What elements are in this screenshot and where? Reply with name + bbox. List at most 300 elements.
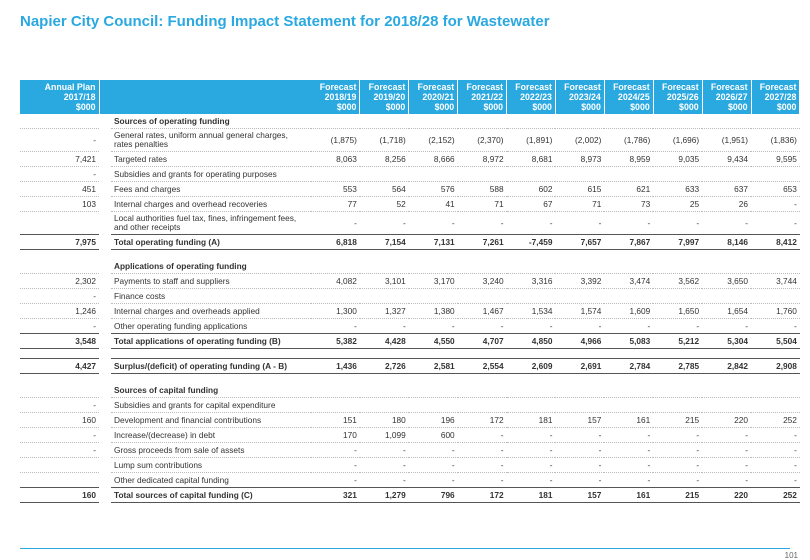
- forecast-cell: 5,083: [604, 334, 653, 349]
- forecast-cell: -: [751, 212, 800, 235]
- table-body: [20, 114, 800, 503]
- forecast-cell: [409, 349, 458, 359]
- forecast-cell: 71: [458, 197, 507, 212]
- row-label: Increase/(decrease) in debt: [111, 428, 311, 443]
- forecast-cell: [507, 374, 556, 384]
- annual-plan-cell: 7,421: [20, 152, 99, 167]
- forecast-cell: [311, 167, 360, 182]
- row-label: Local authorities fuel tax, fines, infringement fees, and other receipts: [111, 212, 311, 235]
- forecast-cell: 2,785: [653, 359, 702, 374]
- forecast-cell: [653, 383, 702, 398]
- section-heading-row: [20, 383, 800, 398]
- row-label: Internal charges and overheads applied: [111, 304, 311, 319]
- forecast-cell: -: [409, 212, 458, 235]
- row-label: Internal charges and overhead recoveries: [111, 197, 311, 212]
- forecast-cell: 2,554: [458, 359, 507, 374]
- column-gap: [99, 334, 111, 349]
- forecast-cell: [458, 167, 507, 182]
- header-annual-plan: Annual Plan 2017/18 $000: [20, 80, 99, 114]
- forecast-cell: -: [507, 443, 556, 458]
- table-row: [20, 398, 800, 413]
- forecast-cell: 7,657: [555, 235, 604, 250]
- row-label: Applications of operating funding: [111, 259, 311, 274]
- forecast-cell: 9,035: [653, 152, 702, 167]
- table-row: [20, 289, 800, 304]
- forecast-cell: [653, 398, 702, 413]
- annual-plan-cell: 2,302: [20, 274, 99, 289]
- annual-plan-cell: [20, 458, 99, 473]
- forecast-cell: [360, 259, 409, 274]
- forecast-cell: 71: [555, 197, 604, 212]
- forecast-cell: 252: [751, 488, 800, 503]
- forecast-cell: 77: [311, 197, 360, 212]
- forecast-cell: 8,146: [702, 235, 751, 250]
- row-label: Total sources of capital funding (C): [111, 488, 311, 503]
- table-row: [20, 428, 800, 443]
- forecast-cell: 3,170: [409, 274, 458, 289]
- annual-plan-cell: 3,548: [20, 334, 99, 349]
- forecast-cell: [311, 349, 360, 359]
- forecast-cell: 321: [311, 488, 360, 503]
- forecast-cell: 8,412: [751, 235, 800, 250]
- forecast-cell: [653, 349, 702, 359]
- table-row: [20, 129, 800, 152]
- forecast-cell: [311, 259, 360, 274]
- row-label: Finance costs: [111, 289, 311, 304]
- forecast-cell: [604, 383, 653, 398]
- forecast-cell: -: [311, 443, 360, 458]
- table-row: [20, 473, 800, 488]
- forecast-cell: 1,327: [360, 304, 409, 319]
- forecast-cell: 252: [751, 413, 800, 428]
- forecast-cell: 4,850: [507, 334, 556, 349]
- forecast-cell: 1,099: [360, 428, 409, 443]
- forecast-cell: 1,654: [702, 304, 751, 319]
- forecast-cell: -: [653, 428, 702, 443]
- forecast-cell: [555, 259, 604, 274]
- forecast-cell: [409, 289, 458, 304]
- forecast-cell: 8,666: [409, 152, 458, 167]
- forecast-cell: [702, 259, 751, 274]
- header-forecast: Forecast 2021/22 $000: [458, 80, 507, 114]
- annual-plan-cell: [20, 212, 99, 235]
- forecast-cell: [653, 167, 702, 182]
- forecast-cell: -: [751, 319, 800, 334]
- forecast-cell: 26: [702, 197, 751, 212]
- forecast-cell: 621: [604, 182, 653, 197]
- header-forecast: Forecast 2019/20 $000: [360, 80, 409, 114]
- forecast-cell: 653: [751, 182, 800, 197]
- forecast-cell: [751, 114, 800, 129]
- column-gap: [99, 114, 111, 129]
- forecast-cell: [702, 349, 751, 359]
- column-gap: [99, 167, 111, 182]
- forecast-cell: (1,951): [702, 129, 751, 152]
- forecast-cell: 172: [458, 413, 507, 428]
- column-gap: [99, 349, 111, 359]
- header-forecast: Forecast 2027/28 $000: [751, 80, 800, 114]
- forecast-cell: -: [751, 458, 800, 473]
- forecast-cell: [507, 349, 556, 359]
- forecast-cell: -7,459: [507, 235, 556, 250]
- forecast-cell: 151: [311, 413, 360, 428]
- forecast-cell: (1,786): [604, 129, 653, 152]
- forecast-cell: 52: [360, 197, 409, 212]
- forecast-cell: [751, 250, 800, 260]
- forecast-cell: -: [555, 212, 604, 235]
- forecast-cell: 220: [702, 488, 751, 503]
- forecast-cell: [653, 374, 702, 384]
- forecast-cell: -: [604, 473, 653, 488]
- forecast-cell: [360, 289, 409, 304]
- forecast-cell: -: [409, 458, 458, 473]
- forecast-cell: 564: [360, 182, 409, 197]
- forecast-cell: 4,550: [409, 334, 458, 349]
- forecast-cell: [604, 289, 653, 304]
- forecast-cell: 5,504: [751, 334, 800, 349]
- forecast-cell: [507, 383, 556, 398]
- forecast-cell: [360, 250, 409, 260]
- annual-plan-cell: 451: [20, 182, 99, 197]
- footer-rule: [20, 548, 790, 549]
- forecast-cell: [555, 398, 604, 413]
- forecast-cell: [702, 289, 751, 304]
- forecast-cell: 8,256: [360, 152, 409, 167]
- forecast-cell: 67: [507, 197, 556, 212]
- forecast-cell: -: [702, 319, 751, 334]
- forecast-cell: -: [702, 458, 751, 473]
- forecast-cell: -: [653, 319, 702, 334]
- forecast-cell: -: [702, 443, 751, 458]
- forecast-cell: (2,152): [409, 129, 458, 152]
- forecast-cell: 8,063: [311, 152, 360, 167]
- forecast-cell: [360, 114, 409, 129]
- row-label: Total operating funding (A): [111, 235, 311, 250]
- forecast-cell: (1,875): [311, 129, 360, 152]
- forecast-cell: -: [311, 458, 360, 473]
- forecast-cell: -: [604, 443, 653, 458]
- row-label: [111, 349, 311, 359]
- forecast-cell: [555, 349, 604, 359]
- forecast-cell: -: [360, 458, 409, 473]
- forecast-cell: 576: [409, 182, 458, 197]
- forecast-cell: 8,681: [507, 152, 556, 167]
- forecast-cell: 7,261: [458, 235, 507, 250]
- forecast-cell: 196: [409, 413, 458, 428]
- forecast-cell: -: [458, 473, 507, 488]
- forecast-cell: (2,002): [555, 129, 604, 152]
- forecast-cell: 2,609: [507, 359, 556, 374]
- forecast-cell: -: [555, 458, 604, 473]
- row-label: Development and financial contributions: [111, 413, 311, 428]
- forecast-cell: 8,959: [604, 152, 653, 167]
- forecast-cell: [409, 114, 458, 129]
- row-label: Lump sum contributions: [111, 458, 311, 473]
- forecast-cell: 2,726: [360, 359, 409, 374]
- forecast-cell: [507, 289, 556, 304]
- annual-plan-cell: -: [20, 398, 99, 413]
- forecast-cell: -: [604, 319, 653, 334]
- forecast-cell: 170: [311, 428, 360, 443]
- forecast-cell: 1,279: [360, 488, 409, 503]
- column-gap: [99, 152, 111, 167]
- header-spacer: [99, 80, 111, 114]
- forecast-cell: -: [604, 458, 653, 473]
- forecast-cell: -: [409, 473, 458, 488]
- forecast-cell: [507, 250, 556, 260]
- annual-plan-cell: -: [20, 289, 99, 304]
- forecast-cell: [555, 250, 604, 260]
- forecast-cell: [653, 289, 702, 304]
- row-label: [111, 250, 311, 260]
- header-forecast: Forecast 2020/21 $000: [409, 80, 458, 114]
- forecast-cell: -: [507, 473, 556, 488]
- forecast-cell: [604, 114, 653, 129]
- forecast-cell: [311, 383, 360, 398]
- forecast-cell: [409, 167, 458, 182]
- forecast-cell: [702, 114, 751, 129]
- page-title: Napier City Council: Funding Impact Statement for 2018/28 for Wastewater: [20, 13, 550, 30]
- forecast-cell: 3,744: [751, 274, 800, 289]
- forecast-cell: [702, 250, 751, 260]
- funding-impact-table: [20, 80, 800, 503]
- spacer-row: [20, 374, 800, 384]
- column-gap: [99, 473, 111, 488]
- forecast-cell: [409, 250, 458, 260]
- forecast-cell: 615: [555, 182, 604, 197]
- header-forecast: Forecast 2025/26 $000: [653, 80, 702, 114]
- forecast-cell: 7,997: [653, 235, 702, 250]
- forecast-cell: 157: [555, 488, 604, 503]
- table-row: [20, 443, 800, 458]
- forecast-cell: [702, 398, 751, 413]
- forecast-cell: 1,534: [507, 304, 556, 319]
- forecast-cell: [653, 250, 702, 260]
- forecast-cell: [604, 349, 653, 359]
- annual-plan-cell: [20, 473, 99, 488]
- row-label: Sources of capital funding: [111, 383, 311, 398]
- spacer-row: [20, 250, 800, 260]
- column-gap: [99, 319, 111, 334]
- forecast-cell: 5,212: [653, 334, 702, 349]
- forecast-cell: 2,842: [702, 359, 751, 374]
- forecast-cell: -: [555, 473, 604, 488]
- forecast-cell: 2,581: [409, 359, 458, 374]
- forecast-cell: [604, 374, 653, 384]
- forecast-cell: 637: [702, 182, 751, 197]
- forecast-cell: [311, 114, 360, 129]
- forecast-cell: 1,650: [653, 304, 702, 319]
- forecast-cell: -: [555, 319, 604, 334]
- column-gap: [99, 235, 111, 250]
- forecast-cell: -: [360, 212, 409, 235]
- forecast-cell: 3,316: [507, 274, 556, 289]
- forecast-cell: [702, 374, 751, 384]
- column-gap: [99, 289, 111, 304]
- forecast-cell: [409, 259, 458, 274]
- column-gap: [99, 359, 111, 374]
- table-row: [20, 167, 800, 182]
- forecast-cell: 4,428: [360, 334, 409, 349]
- forecast-cell: [702, 383, 751, 398]
- column-gap: [99, 398, 111, 413]
- forecast-cell: 1,760: [751, 304, 800, 319]
- forecast-cell: [507, 114, 556, 129]
- forecast-cell: -: [653, 458, 702, 473]
- forecast-cell: [555, 289, 604, 304]
- row-label: Subsidies and grants for operating purposes: [111, 167, 311, 182]
- annual-plan-cell: [20, 374, 99, 384]
- forecast-cell: [311, 374, 360, 384]
- forecast-cell: -: [751, 428, 800, 443]
- forecast-cell: 588: [458, 182, 507, 197]
- forecast-cell: -: [555, 428, 604, 443]
- forecast-cell: 6,818: [311, 235, 360, 250]
- forecast-cell: 633: [653, 182, 702, 197]
- forecast-cell: 5,304: [702, 334, 751, 349]
- column-gap: [99, 212, 111, 235]
- forecast-cell: -: [702, 212, 751, 235]
- forecast-cell: 8,972: [458, 152, 507, 167]
- row-label: Fees and charges: [111, 182, 311, 197]
- forecast-cell: [360, 398, 409, 413]
- forecast-cell: [555, 383, 604, 398]
- table-row: [20, 212, 800, 235]
- header-forecast: Forecast 2022/23 $000: [507, 80, 556, 114]
- annual-plan-cell: 7,975: [20, 235, 99, 250]
- forecast-cell: -: [409, 319, 458, 334]
- forecast-cell: [409, 374, 458, 384]
- spacer-row: [20, 349, 800, 359]
- table-row: [20, 274, 800, 289]
- forecast-cell: -: [458, 458, 507, 473]
- forecast-cell: 1,574: [555, 304, 604, 319]
- column-gap: [99, 197, 111, 212]
- forecast-cell: -: [751, 443, 800, 458]
- forecast-cell: [458, 259, 507, 274]
- forecast-cell: 3,392: [555, 274, 604, 289]
- forecast-cell: 41: [409, 197, 458, 212]
- column-gap: [99, 182, 111, 197]
- forecast-cell: -: [458, 443, 507, 458]
- total-row: [20, 235, 800, 250]
- table-row: [20, 152, 800, 167]
- forecast-cell: [458, 383, 507, 398]
- column-gap: [99, 488, 111, 503]
- forecast-cell: [555, 374, 604, 384]
- forecast-cell: [360, 374, 409, 384]
- forecast-cell: 796: [409, 488, 458, 503]
- forecast-cell: 9,434: [702, 152, 751, 167]
- forecast-cell: 25: [653, 197, 702, 212]
- forecast-cell: 1,380: [409, 304, 458, 319]
- forecast-cell: [507, 398, 556, 413]
- column-gap: [99, 428, 111, 443]
- forecast-cell: [458, 349, 507, 359]
- forecast-cell: [311, 398, 360, 413]
- forecast-cell: [751, 383, 800, 398]
- forecast-cell: [458, 114, 507, 129]
- row-label: Payments to staff and suppliers: [111, 274, 311, 289]
- table-row: [20, 319, 800, 334]
- forecast-cell: [604, 259, 653, 274]
- forecast-cell: [409, 398, 458, 413]
- forecast-cell: 8,973: [555, 152, 604, 167]
- row-label: Surplus/(deficit) of operating funding (A - B): [111, 359, 311, 374]
- forecast-cell: -: [458, 212, 507, 235]
- forecast-cell: [507, 167, 556, 182]
- annual-plan-cell: [20, 114, 99, 129]
- header-forecast: Forecast 2026/27 $000: [702, 80, 751, 114]
- row-label: [111, 374, 311, 384]
- forecast-cell: [458, 398, 507, 413]
- forecast-cell: (2,370): [458, 129, 507, 152]
- annual-plan-cell: [20, 259, 99, 274]
- forecast-cell: 2,784: [604, 359, 653, 374]
- forecast-cell: [604, 398, 653, 413]
- row-label: Total applications of operating funding (B): [111, 334, 311, 349]
- row-label: Targeted rates: [111, 152, 311, 167]
- forecast-cell: 5,382: [311, 334, 360, 349]
- forecast-cell: -: [311, 319, 360, 334]
- column-gap: [99, 259, 111, 274]
- table-header-row: [20, 80, 800, 114]
- row-label: Gross proceeds from sale of assets: [111, 443, 311, 458]
- column-gap: [99, 443, 111, 458]
- forecast-cell: 161: [604, 488, 653, 503]
- forecast-cell: 602: [507, 182, 556, 197]
- forecast-cell: -: [604, 428, 653, 443]
- forecast-cell: 4,707: [458, 334, 507, 349]
- forecast-cell: -: [702, 428, 751, 443]
- table-row: [20, 458, 800, 473]
- total-row: [20, 488, 800, 503]
- column-gap: [99, 129, 111, 152]
- forecast-cell: 215: [653, 413, 702, 428]
- forecast-cell: (1,836): [751, 129, 800, 152]
- forecast-cell: [360, 167, 409, 182]
- forecast-cell: [458, 250, 507, 260]
- forecast-cell: -: [653, 443, 702, 458]
- annual-plan-cell: [20, 250, 99, 260]
- forecast-cell: 1,467: [458, 304, 507, 319]
- row-label: Other dedicated capital funding: [111, 473, 311, 488]
- forecast-cell: 172: [458, 488, 507, 503]
- forecast-cell: (1,891): [507, 129, 556, 152]
- forecast-cell: 2,908: [751, 359, 800, 374]
- forecast-cell: [311, 250, 360, 260]
- forecast-cell: [555, 167, 604, 182]
- forecast-cell: [702, 167, 751, 182]
- forecast-cell: [360, 349, 409, 359]
- forecast-cell: -: [360, 443, 409, 458]
- row-label: Subsidies and grants for capital expenditure: [111, 398, 311, 413]
- forecast-cell: 7,131: [409, 235, 458, 250]
- annual-plan-cell: 103: [20, 197, 99, 212]
- table-row: [20, 182, 800, 197]
- annual-plan-cell: -: [20, 167, 99, 182]
- forecast-cell: 9,595: [751, 152, 800, 167]
- forecast-cell: [751, 259, 800, 274]
- forecast-cell: [360, 383, 409, 398]
- forecast-cell: -: [507, 319, 556, 334]
- forecast-cell: -: [507, 458, 556, 473]
- annual-plan-cell: -: [20, 428, 99, 443]
- forecast-cell: 157: [555, 413, 604, 428]
- forecast-cell: [409, 383, 458, 398]
- forecast-cell: 7,867: [604, 235, 653, 250]
- forecast-cell: [653, 259, 702, 274]
